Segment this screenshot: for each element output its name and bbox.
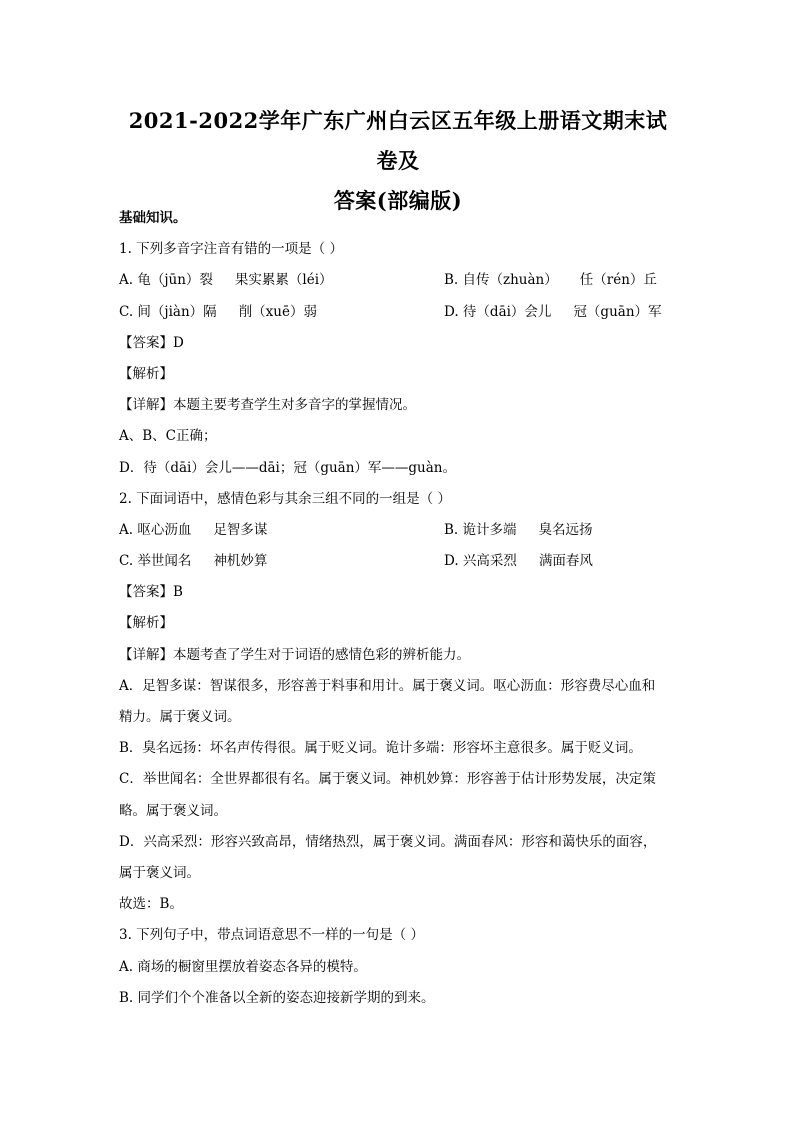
option-d-part2: 冠（guān）军: [573, 303, 662, 320]
question-2-explanation-3: B．臭名远扬：坏名声传得很。属于贬义词。诡计多端：形容坏主意很多。属于贬义词。: [119, 740, 642, 757]
option-a-part1: A. 龟（jūn）裂: [119, 272, 213, 289]
option-d: [444, 297, 662, 328]
title-line-2: 答案(部编版): [333, 188, 463, 213]
question-1-analysis-label: 【解析】: [119, 365, 173, 382]
question-2-explanation-4: C．举世闻名：全世界都很有名。属于褒义词。神机妙算：形容善于估计形势发展，决定策: [119, 771, 656, 788]
option-c-part2: 削（xuē）弱: [238, 303, 317, 320]
question-2-answer: 【答案】B: [119, 584, 183, 601]
question-1-options-ab: [119, 265, 679, 296]
option-a-part2: 足智多谋: [213, 521, 268, 538]
option-b-part2: 任（rén）丘: [579, 272, 657, 289]
option-a-part1: A. 呕心沥血: [119, 521, 192, 538]
question-2-explanation-5: 略。属于褒义词。: [119, 802, 227, 819]
option-b: [444, 265, 657, 296]
question-1-explanation-2: D．待（dāi）会儿——dāi；冠（guān）军——guàn。: [119, 459, 456, 476]
question-2-options-cd: [119, 546, 679, 577]
question-2-options-ab: [119, 515, 679, 546]
question-2-stem: 2. 下面词语中，感情色彩与其余三组不同的一组是（ ）: [119, 490, 451, 507]
option-a-part2: 果实累累（léi）: [234, 272, 333, 289]
option-d-part2: 满面春风: [538, 553, 593, 570]
option-d-part1: D. 兴高采烈: [444, 553, 517, 570]
question-2-explanation-2: 精力。属于褒义词。: [119, 709, 241, 725]
question-2-explanation-8: 故选：B。: [119, 896, 183, 913]
question-2-detail: 【详解】本题考查了学生对于词语的感情色彩的辨析能力。: [119, 646, 470, 663]
question-2-explanation-7: 属于褒义词。: [119, 864, 200, 881]
question-1-detail: 【详解】本题主要考查学生对多音字的掌握情况。: [119, 397, 416, 414]
question-1-stem: 1. 下列多音字注音有错的一项是（ ）: [119, 241, 343, 258]
option-d-part1: D. 待（dāi）会儿: [444, 303, 552, 320]
option-b-part2: 臭名远扬: [538, 521, 593, 538]
question-2-analysis-label: 【解析】: [119, 615, 173, 632]
option-d: [444, 546, 593, 577]
question-1-explanation-1: A、B、C正确；: [119, 428, 217, 445]
option-c-part1: C. 间（jiàn）隔: [119, 303, 217, 320]
option-c-part1: C. 举世闻名: [119, 553, 192, 570]
section-heading: 基础知识。: [119, 210, 187, 226]
option-b-part1: B. 诡计多端: [444, 521, 517, 538]
question-2-explanation-6: D．兴高采烈：形容兴致高昂，情绪热烈，属于褒义词。满面春风：形容和蔼快乐的面容，: [119, 833, 657, 850]
question-3-option-b: B. 同学们个个准备以全新的姿态迎接新学期的到来。: [119, 989, 435, 1006]
question-2-explanation-1: A．足智多谋：智谋很多，形容善于料事和用计。属于褒义词。呕心沥血：形容费尽心血和: [119, 677, 656, 694]
option-b-part1: B. 自传（zhuàn）: [444, 272, 558, 289]
question-3-stem: 3. 下列句子中，带点词语意思不一样的一句是（ ）: [119, 927, 424, 944]
title-line-1: 2021-2022学年广东广州白云区五年级上册语文期末试卷及: [128, 108, 668, 173]
question-1-answer: 【答案】D: [119, 334, 184, 351]
question-3-option-a: A. 商场的橱窗里摆放着姿态各异的模特。: [119, 958, 367, 975]
question-1-options-cd: [119, 297, 679, 328]
option-c-part2: 神机妙算: [213, 553, 268, 570]
option-b: [444, 515, 593, 546]
document-body: [119, 203, 679, 1014]
